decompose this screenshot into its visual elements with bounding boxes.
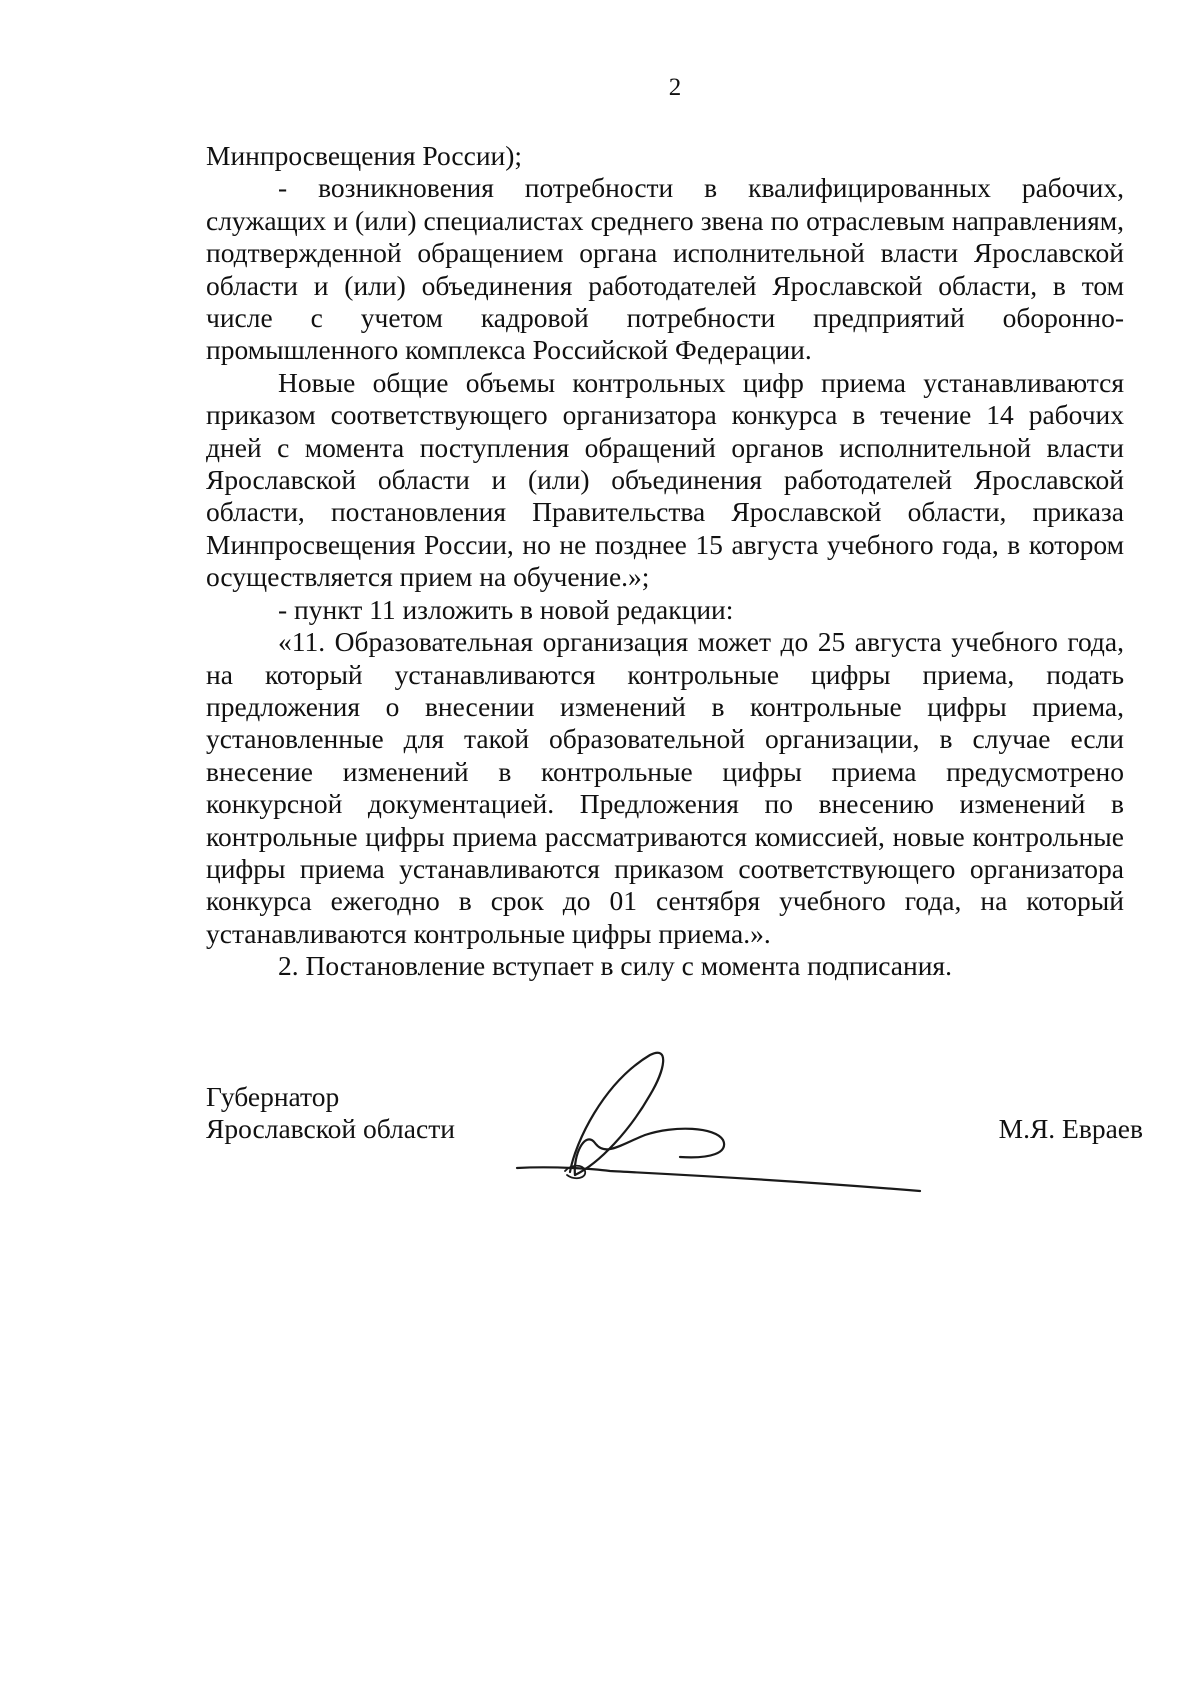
paragraph-new-volumes: Новые общие объемы контрольных цифр приема устанавливаются приказом соответствующего организатора конкурса в течение 14 рабочих дней с момента поступления обращений органов исполнительной власти Ярославской области и (или) объединения работодателей Ярославской области, постановления Правительства Ярославской области, приказа Минпросвещения России, но не позднее 15 августа учебного года, в котором осуществляется прием на обучение.»; <box>206 366 1124 593</box>
paragraph-point-11-intro: - пункт 11 изложить в новой редакции: <box>278 593 734 625</box>
signer-position <box>206 1081 455 1146</box>
page-number: 2 <box>668 74 682 101</box>
paragraph-continuation: Минпросвещения России); <box>206 140 523 171</box>
paragraph-item-demand: - возникновения потребности в квалифицированных рабочих, служащих и (или) специалистах среднего звена по отраслевым направлениям, подтвержденной обращением органа исполнительной власти Ярославской области и (или) объединения работодателей Ярославской области, в том числе с учетом кадровой потребности предприятий оборонно-промышленного комплекса Российской Федерации. <box>206 172 1124 366</box>
paragraph-point-11-text: «11. Образовательная организация может до 25 августа учебного года, на который устанавливаются контрольные цифры приема, подать предложения о внесении изменений в контрольные цифры приема, установленные для такой образовательной организации, в случае если внесение изменений в контрольные цифры приема предусмотрено конкурсной документацией. Предложения по внесению изменений в контрольные цифры приема рассматриваются комиссией, новые контрольные цифры приема устанавливаются приказом соответствующего организатора конкурса ежегодно в срок до 01 сентября учебного года, на который устанавливаются контрольные цифры приема.». <box>206 626 1124 949</box>
paragraph-effective-date: 2. Постановление вступает в силу с момента подписания. <box>278 950 952 982</box>
signer-position-line2: Ярославской области <box>206 1113 455 1145</box>
document-body <box>206 140 1124 983</box>
signer-name: М.Я. Евраев <box>998 1113 1143 1144</box>
signer-position-line1: Губернатор <box>206 1081 340 1112</box>
handwritten-signature <box>515 1035 925 1235</box>
